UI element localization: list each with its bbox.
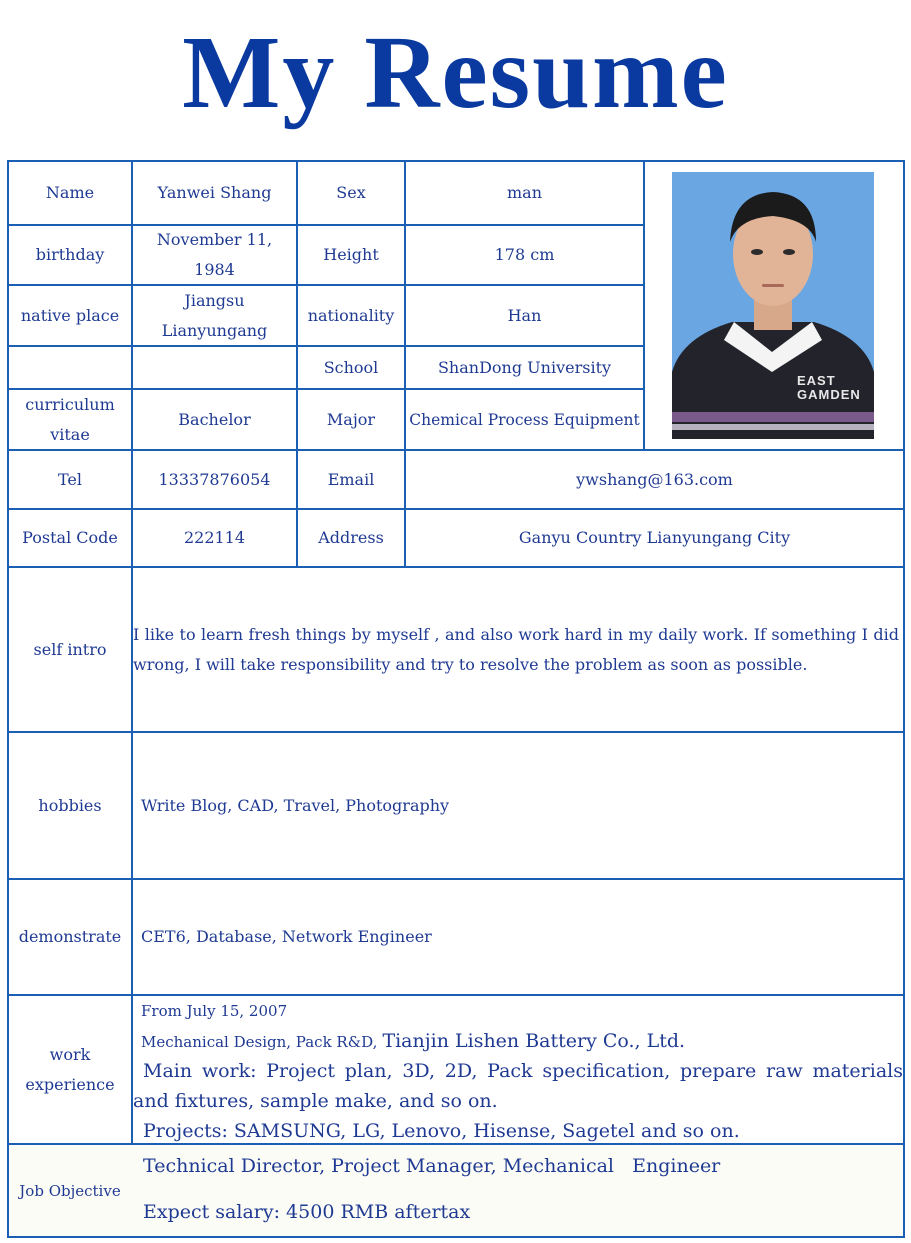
value-postal-code: 222114 bbox=[183, 528, 246, 547]
value-email[interactable]: ywshang@163.com bbox=[576, 469, 733, 489]
label-demonstrate: demonstrate bbox=[18, 927, 122, 946]
value-birthday: November 11, 1984 bbox=[156, 230, 273, 279]
work-from: From July 15, 2007 bbox=[141, 1002, 288, 1020]
profile-photo bbox=[672, 172, 874, 439]
label-hobbies: hobbies bbox=[38, 795, 102, 815]
work-position: Mechanical Design, Pack R&D, bbox=[141, 1033, 378, 1051]
value-curriculum: Bachelor bbox=[178, 409, 251, 429]
objective-roles: Technical Director, Project Manager, Mechanical Engineer bbox=[143, 1155, 721, 1177]
label-height: Height bbox=[323, 245, 379, 264]
work-projects: Projects: SAMSUNG, LG, Lenovo, Hisense, Sagetel and so on. bbox=[143, 1120, 740, 1142]
value-address: Ganyu Country Lianyungang City bbox=[518, 528, 791, 547]
label-sex: Sex bbox=[336, 183, 366, 202]
page-title: My Resume bbox=[182, 15, 729, 130]
label-tel: Tel bbox=[57, 469, 82, 489]
label-major: Major bbox=[326, 409, 376, 429]
work-position-line bbox=[141, 1027, 685, 1056]
value-demonstrate: CET6, Database, Network Engineer bbox=[141, 927, 432, 946]
value-name: Yanwei Shang bbox=[157, 183, 272, 202]
label-job-objective: Job Objective bbox=[19, 1181, 121, 1200]
label-postal-code: Postal Code bbox=[22, 528, 118, 547]
label-school: School bbox=[323, 357, 379, 377]
work-company: Tianjin Lishen Battery Co., Ltd. bbox=[382, 1030, 686, 1052]
value-school: ShanDong University bbox=[437, 357, 612, 377]
label-native-place: native place bbox=[20, 305, 120, 325]
value-tel: 13337876054 bbox=[158, 469, 271, 489]
value-nationality: Han bbox=[507, 305, 542, 325]
value-hobbies: Write Blog, CAD, Travel, Photography bbox=[141, 795, 450, 815]
label-email: Email bbox=[327, 469, 375, 489]
label-birthday: birthday bbox=[35, 245, 105, 264]
label-self-intro: self intro bbox=[33, 639, 107, 659]
label-nationality: nationality bbox=[307, 305, 395, 325]
value-sex: man bbox=[506, 183, 542, 202]
value-major: Chemical Process Equipment bbox=[409, 410, 640, 429]
work-main: Main work: Project plan, 3D, 2D, Pack specification, prepare raw materials and fixtures, sample make, and so on. bbox=[133, 1060, 903, 1112]
label-curriculum: curriculum vitae bbox=[25, 394, 115, 444]
objective-salary: Expect salary: 4500 RMB aftertax bbox=[143, 1201, 471, 1223]
label-work-experience: work experience bbox=[25, 1044, 115, 1094]
value-native-place: Jiangsu Lianyungang bbox=[161, 290, 268, 340]
label-name: Name bbox=[45, 183, 95, 202]
value-height: 178 cm bbox=[494, 245, 555, 264]
value-self-intro: I like to learn fresh things by myself , and also work hard in my daily work. If something I did wrong, I will take responsibility and try to resolve the problem as soon as possible. bbox=[133, 625, 899, 674]
sweater-print: EAST GAMDEN bbox=[797, 373, 861, 402]
label-address: Address bbox=[318, 528, 384, 547]
